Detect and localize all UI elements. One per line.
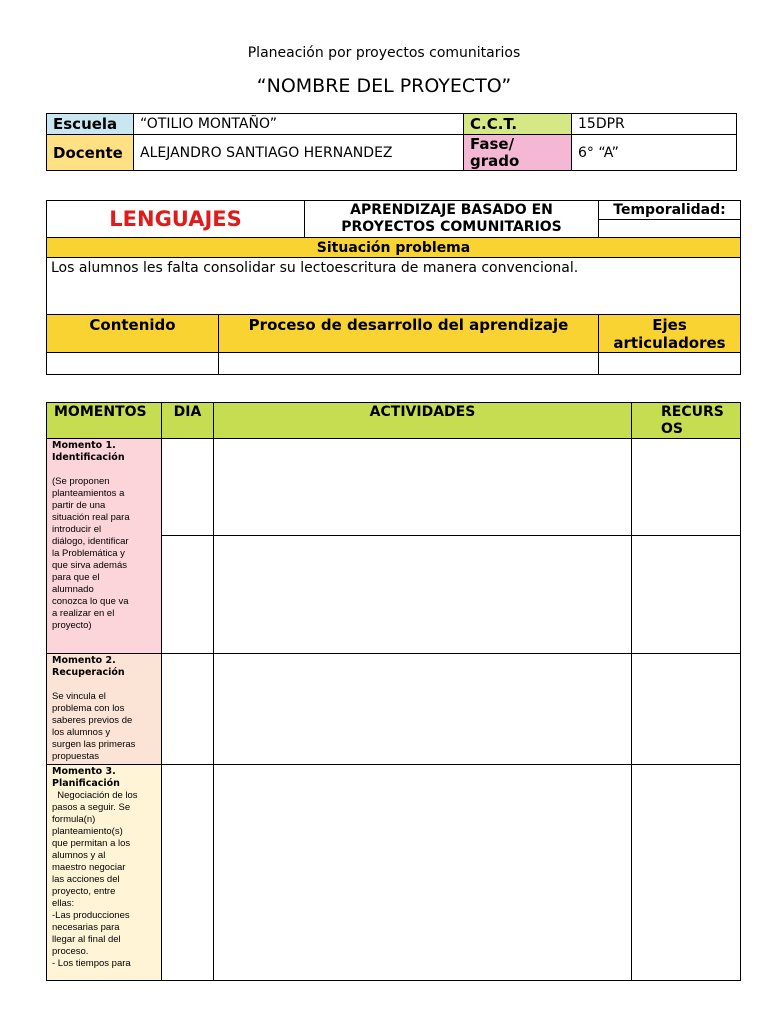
moment-1-title-1: Momento 1.: [52, 440, 116, 451]
desc-line: situación real para: [52, 512, 130, 523]
desc-line: proceso.: [52, 946, 89, 957]
desc-line: alumnos y al: [52, 850, 106, 861]
proceso-cell[interactable]: [219, 353, 599, 375]
moment-1-recursos-cell[interactable]: [632, 439, 741, 536]
moment-1-actividades-cell[interactable]: [214, 439, 632, 536]
desc-line: (Se proponen: [52, 476, 110, 487]
ejes-line-1: Ejes: [652, 316, 687, 334]
desc-line: propuestas: [52, 751, 100, 762]
moment-3-recursos-cell[interactable]: [632, 765, 741, 981]
desc-line: partir de una: [52, 500, 106, 511]
grado-label: grado: [470, 151, 520, 170]
escuela-label: Escuela: [47, 114, 134, 135]
moment-2-actividades-cell[interactable]: [214, 654, 632, 765]
desc-line: la Problemática y: [52, 548, 125, 559]
escuela-value: “OTILIO MONTAÑO”: [134, 114, 464, 135]
dia-header: DIA: [162, 403, 214, 439]
moment-2-title-1: Momento 2.: [52, 655, 116, 666]
desc-line: ellas:: [52, 898, 75, 909]
recursos-header: [632, 403, 741, 439]
desc-line: planteamientos a: [52, 488, 125, 499]
desc-line: que sirva además: [52, 560, 127, 571]
recursos-line-1: RECURS: [661, 404, 724, 420]
desc-line: Se vincula el: [52, 691, 106, 702]
desc-line: los alumnos y: [52, 727, 111, 738]
desc-line: a realizar en el: [52, 608, 115, 619]
fase-value: 6° “A”: [572, 135, 737, 171]
desc-line: saberes previos de: [52, 715, 133, 726]
moment-2-recursos-cell[interactable]: [632, 654, 741, 765]
desc-line: conozca lo que va: [52, 596, 129, 607]
situacion-problema-text[interactable]: Los alumnos les falta consolidar su lectoescritura de manera convencional.: [47, 258, 741, 315]
contenido-header: Contenido: [47, 315, 219, 353]
desc-line: introducir el: [52, 524, 102, 535]
desc-line: surgen las primeras: [52, 739, 136, 750]
moment-3-title-1: Momento 3.: [52, 766, 116, 777]
metodologia: [305, 201, 599, 238]
moment-3-cell: [47, 765, 162, 981]
desc-line: que permitan a los: [52, 838, 131, 849]
desc-line: proyecto): [52, 620, 92, 631]
desc-line: para que el: [52, 572, 100, 583]
moments-table: [46, 402, 741, 981]
desc-line: alumnado: [52, 584, 94, 595]
temporalidad-value[interactable]: [599, 220, 741, 238]
docente-value: ALEJANDRO SANTIAGO HERNANDEZ: [134, 135, 464, 171]
moment-3-actividades-cell[interactable]: [214, 765, 632, 981]
moment-1-description: [52, 476, 156, 632]
moment-2-title-2: Recuperación: [52, 667, 125, 678]
moment-1b-dia-cell[interactable]: [162, 536, 214, 654]
desc-line: - Los tiempos para: [52, 958, 131, 969]
metodologia-line-1: APRENDIZAJE BASADO EN: [350, 202, 553, 218]
moment-1-cell: [47, 439, 162, 654]
moment-2-description: [52, 691, 156, 763]
school-info-table: [46, 113, 737, 171]
ejes-header: [599, 315, 741, 353]
desc-line: Negociación de los: [52, 790, 138, 801]
desc-line: problema con los: [52, 703, 125, 714]
desc-line: diálogo, identificar: [52, 536, 129, 547]
proceso-header: Proceso de desarrollo del aprendizaje: [219, 315, 599, 353]
project-title: “NOMBRE DEL PROYECTO”: [256, 75, 512, 97]
desc-line: llegar al final del: [52, 934, 121, 945]
moment-3-title-2: Planificación: [52, 778, 120, 789]
campo-formativo: LENGUAJES: [47, 201, 305, 238]
desc-line: pasos a seguir. Se: [52, 802, 131, 813]
moment-2-cell: [47, 654, 162, 765]
temporalidad-label: Temporalidad:: [599, 201, 741, 220]
ejes-cell[interactable]: [599, 353, 741, 375]
cct-label: C.C.T.: [464, 114, 572, 135]
ejes-line-2: articuladores: [613, 334, 726, 352]
actividades-header: ACTIVIDADES: [214, 403, 632, 439]
fase-label: Fase/: [470, 134, 515, 153]
moment-3-dia-cell[interactable]: [162, 765, 214, 981]
desc-line: -Las producciones: [52, 910, 130, 921]
moment-1b-recursos-cell[interactable]: [632, 536, 741, 654]
contenido-cell[interactable]: [47, 353, 219, 375]
document-subtitle: Planeación por proyectos comunitarios: [247, 45, 521, 61]
moment-1b-actividades-cell[interactable]: [214, 536, 632, 654]
desc-line: maestro negociar: [52, 862, 126, 873]
momentos-header: MOMENTOS: [47, 403, 162, 439]
situacion-problema-header: Situación problema: [47, 238, 741, 258]
recursos-line-2: OS: [661, 421, 683, 437]
desc-line: formula(n): [52, 814, 96, 825]
metodologia-line-2: PROYECTOS COMUNITARIOS: [341, 219, 562, 235]
desc-line: planteamiento(s): [52, 826, 123, 837]
docente-label: Docente: [47, 135, 134, 171]
project-table: [46, 200, 741, 375]
desc-line: proyecto, entre: [52, 886, 116, 897]
cct-value: 15DPR: [572, 114, 737, 135]
desc-line: las acciones del: [52, 874, 120, 885]
desc-line: necesarias para: [52, 922, 120, 933]
fase-grado-label: [464, 135, 572, 171]
moment-1-dia-cell[interactable]: [162, 439, 214, 536]
moment-1-title-2: Identificación: [52, 452, 125, 463]
moment-2-dia-cell[interactable]: [162, 654, 214, 765]
